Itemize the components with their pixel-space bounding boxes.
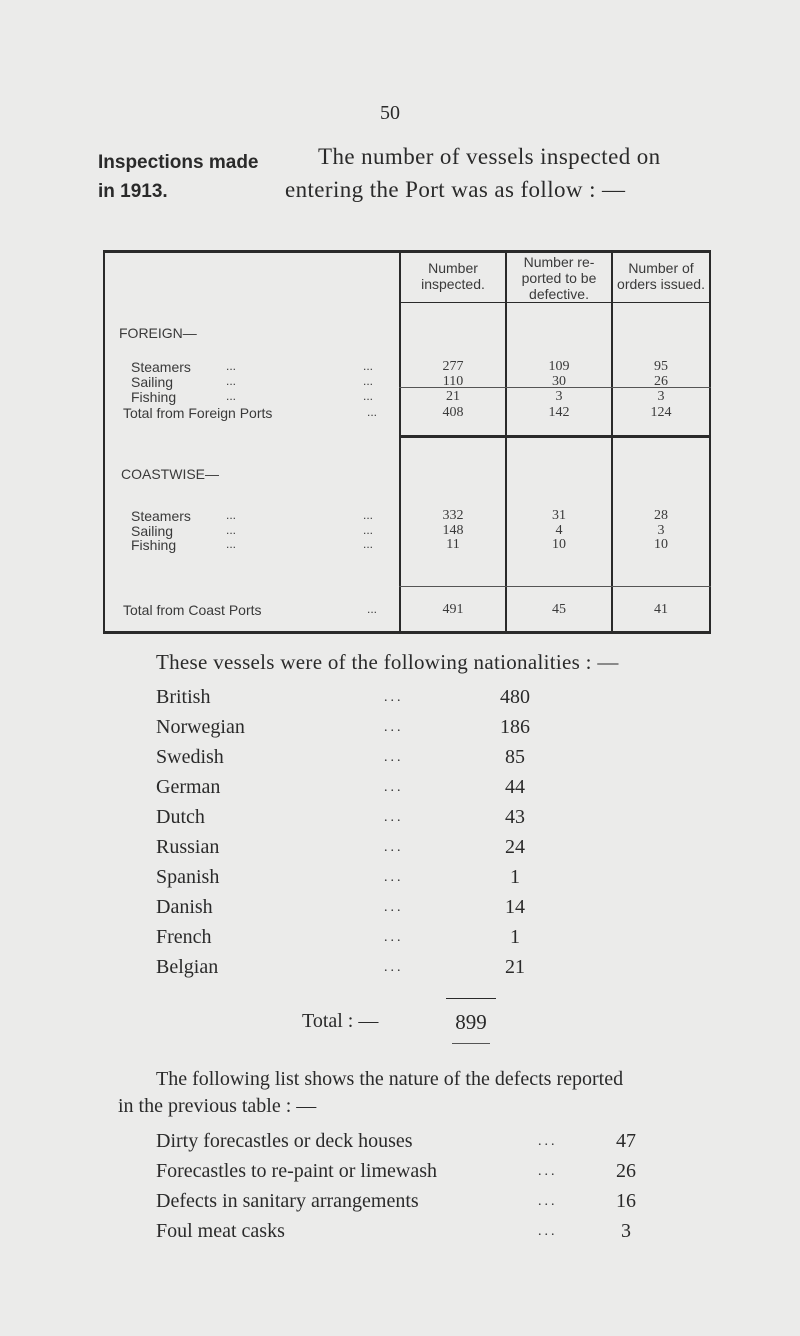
defect-count: 3 (621, 1220, 631, 1242)
leader-dots: ... (367, 405, 378, 419)
nationalities-total-value: 899 (455, 1010, 487, 1034)
table-bottom-rule (103, 631, 711, 634)
coastwise-orders-cell: 3 (657, 523, 665, 538)
leader-dots: ... (538, 1134, 558, 1149)
nationality-count: 186 (500, 716, 530, 738)
coastwise-row-label: Sailing (131, 523, 174, 539)
leader-dots: ... (226, 374, 237, 388)
nationality-count: 24 (505, 836, 525, 858)
coastwise-inspected-cell: 332 (442, 508, 464, 523)
foreign-row-label: Fishing (131, 389, 177, 405)
nationality-count: 1 (510, 926, 520, 948)
coastwise-total-label: Total from Coast Ports (123, 602, 262, 618)
intro-line2: entering the Port was as follow : — (285, 177, 626, 202)
nationality-row (156, 896, 576, 926)
nationality-row (156, 746, 576, 776)
defect-name: Foul meat casks (156, 1220, 285, 1242)
defects-intro (118, 1066, 738, 1120)
side-heading-line2: in 1913. (98, 181, 168, 202)
leader-dots: ... (538, 1194, 558, 1209)
nationality-row (156, 956, 576, 986)
foreign-defective-cell: 3 (555, 389, 563, 404)
nationalities-total-underline (452, 1043, 490, 1044)
intro-line1: The number of vessels inspected on (318, 144, 661, 169)
nationality-count: 43 (505, 806, 525, 828)
nationality-name: Danish (156, 896, 213, 918)
foreign-section-label: FOREIGN— (119, 325, 197, 341)
leader-dots: ... (363, 359, 374, 373)
nationality-count: 21 (505, 956, 525, 978)
nationality-row (156, 926, 576, 956)
nationality-name: French (156, 926, 212, 948)
table-left-rule (103, 250, 105, 634)
leader-dots: ... (226, 389, 237, 403)
coastwise-total-orders: 41 (654, 602, 668, 617)
nationality-name: Russian (156, 836, 220, 858)
coastwise-orders-cell: 10 (654, 537, 668, 552)
nationalities-sum-rule (446, 998, 496, 999)
leader-dots: ... (363, 508, 374, 522)
defects-intro-line2: in the previous table : — (118, 1095, 317, 1117)
nationality-name: Norwegian (156, 716, 245, 738)
leader-dots: ... (384, 840, 404, 855)
leader-dots: ... (367, 602, 378, 616)
leader-dots: ... (384, 720, 404, 735)
nationality-name: Dutch (156, 806, 205, 828)
coastwise-inspected-cell: 148 (442, 523, 464, 538)
foreign-orders-cell: 3 (657, 389, 665, 404)
coastwise-row-label: Fishing (131, 537, 177, 553)
defect-name: Defects in sanitary arrangements (156, 1190, 419, 1212)
leader-dots: ... (384, 930, 404, 945)
coastwise-defective-cell: 10 (552, 537, 566, 552)
column-divider-3 (611, 250, 613, 634)
leader-dots: ... (384, 810, 404, 825)
leader-dots: ... (538, 1224, 558, 1239)
coastwise-defective-cell: 31 (552, 508, 566, 523)
table-top-rule (103, 250, 711, 253)
nationalities-total-label: Total : — (302, 1010, 379, 1032)
leader-dots: ... (363, 374, 374, 388)
foreign-defective-cell: 30 (552, 374, 566, 389)
coastwise-row-label: Steamers (131, 508, 191, 524)
header-rule (399, 302, 711, 303)
leader-dots: ... (363, 389, 374, 403)
foreign-total-inspected: 408 (442, 405, 464, 420)
leader-dots: ... (226, 508, 237, 522)
nationality-count: 480 (500, 686, 530, 708)
leader-dots: ... (384, 780, 404, 795)
defects-intro-line1: The following list shows the nature of the defects reported (156, 1068, 624, 1090)
nationalities-title: These vessels were of the following nationalities : — (156, 650, 619, 674)
intro-paragraph (285, 140, 661, 206)
foreign-row-label: Sailing (131, 374, 174, 390)
defect-name: Forecastles to re-paint or limewash (156, 1160, 438, 1182)
foreign-orders-cell: 95 (654, 359, 668, 374)
nationality-count: 85 (505, 746, 525, 768)
defect-count: 16 (616, 1190, 636, 1212)
nationality-row (156, 716, 576, 746)
leader-dots: ... (363, 523, 374, 537)
nationality-name: German (156, 776, 221, 798)
defect-row (156, 1160, 656, 1190)
leader-dots: ... (384, 870, 404, 885)
foreign-total-defective: 142 (548, 405, 570, 420)
nationality-row (156, 806, 576, 836)
foreign-total-orders: 124 (650, 405, 672, 420)
side-heading (98, 148, 259, 206)
defect-name: Dirty forecastles or deck houses (156, 1130, 413, 1152)
leader-dots: ... (226, 523, 237, 537)
defect-row (156, 1220, 656, 1250)
defect-count: 47 (616, 1130, 636, 1152)
nationality-count: 1 (510, 866, 520, 888)
column-divider-2 (505, 250, 507, 634)
leader-dots: ... (226, 537, 237, 551)
foreign-inspected-cell: 110 (442, 374, 464, 389)
header-inspected: Number inspected. (421, 260, 485, 292)
defect-count: 26 (616, 1160, 636, 1182)
page-number: 50 (380, 102, 400, 124)
coastwise-orders-cell: 28 (654, 508, 668, 523)
side-heading-line1: Inspections made (98, 152, 259, 173)
foreign-inspected-cell: 21 (446, 389, 460, 404)
column-divider-1 (399, 250, 401, 634)
leader-dots: ... (384, 900, 404, 915)
foreign-defective-cell: 109 (548, 359, 570, 374)
foreign-total-label: Total from Foreign Ports (123, 405, 273, 421)
nationality-row (156, 836, 576, 866)
leader-dots: ... (538, 1164, 558, 1179)
defect-row (156, 1130, 656, 1160)
coastwise-inspected-cell: 11 (446, 537, 460, 552)
header-orders: Number of orders issued. (617, 260, 705, 292)
coastwise-total-inspected: 491 (442, 602, 464, 617)
defect-row (156, 1190, 656, 1220)
nationality-name: Belgian (156, 956, 219, 978)
nationality-row (156, 776, 576, 806)
foreign-row-label: Steamers (131, 359, 191, 375)
foreign-orders-cell: 26 (654, 374, 668, 389)
header-defective: Number re-ported to be defective. (521, 254, 597, 302)
nationality-name: Spanish (156, 866, 220, 888)
leader-dots: ... (226, 359, 237, 373)
leader-dots: ... (363, 537, 374, 551)
nationality-name: Swedish (156, 746, 224, 768)
foreign-inspected-cell: 277 (442, 359, 464, 374)
nationality-name: British (156, 686, 211, 708)
coastwise-section-label: COASTWISE— (121, 466, 220, 482)
leader-dots: ... (384, 750, 404, 765)
nationality-count: 44 (505, 776, 525, 798)
coast-subtotal-rule (399, 586, 711, 587)
leader-dots: ... (384, 960, 404, 975)
foreign-total-rule (399, 435, 711, 438)
inspections-table (103, 250, 711, 634)
leader-dots: ... (384, 690, 404, 705)
nationality-row (156, 686, 576, 716)
nationality-row (156, 866, 576, 896)
table-right-rule (709, 250, 711, 634)
coastwise-defective-cell: 4 (555, 523, 563, 538)
coastwise-total-defective: 45 (552, 602, 566, 617)
nationality-count: 14 (505, 896, 525, 918)
